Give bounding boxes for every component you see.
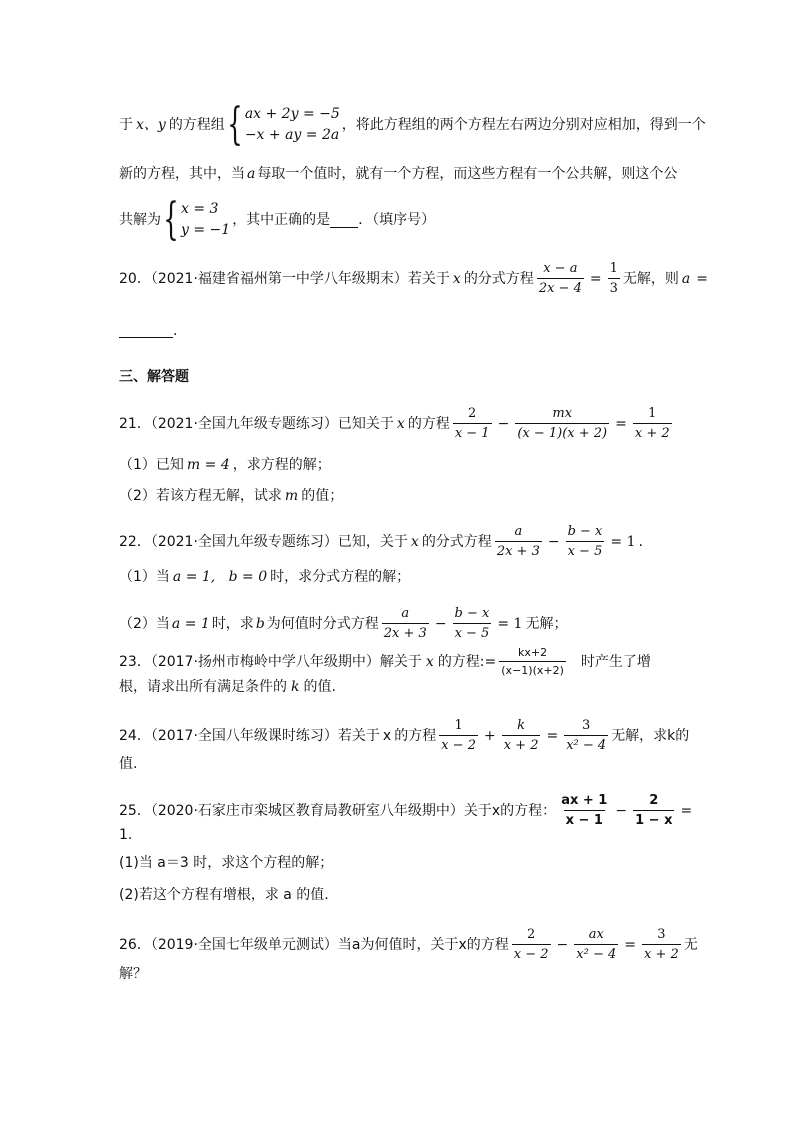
math-var: x (425, 653, 434, 670)
text: 的方程组 (168, 117, 225, 133)
q19-line3 (119, 194, 684, 245)
numerator: ax (588, 927, 604, 942)
text: 1. (119, 827, 133, 843)
question-text: 的方程:= (437, 653, 497, 670)
denominator: x − 1 (564, 810, 605, 827)
fraction (633, 407, 672, 440)
math-vars: x、y (136, 117, 166, 133)
q23-line1 (119, 647, 684, 676)
text: 于 (119, 117, 133, 133)
text: 新的方程，其中，当 (119, 166, 245, 182)
fraction (512, 928, 551, 961)
q24-line2 (119, 757, 684, 771)
fraction (574, 928, 618, 961)
numerator: 2 (468, 406, 477, 421)
question-text: 的方程 (394, 727, 437, 744)
q26-line1 (119, 927, 698, 962)
brace: { (163, 194, 179, 245)
equals: = 1 (497, 615, 523, 632)
numerator: 1 (609, 261, 618, 276)
numerator: a (401, 606, 410, 621)
text: ，其中正确的是 (232, 212, 331, 228)
question-text: 24．（2017·全国八年级课时练习）若关于 (119, 727, 380, 744)
question-text: 无解，求k的 (611, 727, 690, 744)
text: 的值. (303, 679, 336, 695)
denominator: (x−1)(x+2) (499, 661, 566, 676)
question-text: 25．（2020·石家庄市栾城区教育局教研室八年级期中）关于x的方程： (119, 802, 557, 819)
denominator: 2x + 3 (382, 623, 429, 640)
question-text: 无解，则 (622, 270, 679, 287)
equals: = (615, 415, 627, 432)
denominator: x − 5 (453, 623, 492, 640)
q21-part2 (119, 489, 684, 503)
brace: { (227, 99, 243, 150)
fraction (439, 719, 478, 752)
section-title (119, 370, 684, 384)
math-var: x (410, 533, 419, 550)
denominator: x + 2 (642, 944, 681, 961)
fraction (564, 719, 608, 752)
numerator: a (514, 524, 523, 539)
system-row-1: ax + 2y = −5 (244, 106, 340, 122)
text: 时，求 (211, 615, 254, 632)
denominator: x + 2 (502, 735, 541, 752)
minus: − (434, 615, 447, 632)
math-var: a (681, 270, 691, 287)
q25-line1 (119, 793, 693, 828)
equals: = (680, 802, 693, 819)
text: . (638, 533, 643, 550)
numerator: 2 (527, 927, 536, 942)
minus: − (615, 802, 628, 819)
solution-row-1: x = 3 (181, 201, 219, 217)
math-var: m (284, 488, 299, 504)
q21-line1 (119, 407, 684, 440)
math: m = 4 (186, 457, 230, 473)
numerator: 1 (454, 718, 463, 733)
q25-part1 (119, 856, 684, 870)
numerator: b − x (567, 524, 603, 539)
question-text: 的分式方程 (421, 533, 492, 550)
numerator: x − a (543, 261, 578, 276)
denominator: x² − 4 (564, 735, 608, 752)
answer-blank[interactable] (119, 323, 173, 338)
fraction (537, 262, 584, 295)
answer-blank[interactable] (330, 213, 358, 228)
math-var: x (396, 415, 405, 432)
q24-line1 (119, 718, 690, 753)
denominator: x + 2 (633, 423, 672, 440)
text-var: x (382, 727, 392, 744)
fraction (642, 928, 681, 961)
text: (2)若这个方程有增根，求 a 的值. (119, 887, 329, 903)
text: 无解； (525, 615, 568, 632)
minus: − (497, 415, 510, 432)
q20-line2 (119, 323, 684, 338)
math: a = 1 (171, 615, 210, 632)
fraction (608, 262, 620, 295)
equals: = (696, 270, 708, 287)
text: 值. (119, 756, 138, 772)
text: （2）若该方程无解，试求 (119, 488, 282, 504)
fraction (453, 407, 492, 440)
denominator: 2x − 4 (537, 278, 584, 295)
minus: − (556, 936, 569, 953)
question-text: 23．（2017·扬州市梅岭中学八年级期中）解关于 (119, 653, 422, 670)
equals: = (624, 936, 636, 953)
text: ，求方程的解； (232, 457, 331, 473)
text: 每取一个值时，就有一个方程，而这些方程有一个公共解，则这个公 (257, 166, 678, 182)
fraction (499, 647, 566, 676)
plus: + (483, 727, 496, 744)
question-text: 26．（2019·全国七年级单元测试）当a为何值时，关于x的方程 (119, 936, 509, 953)
equals: = (589, 270, 602, 287)
denominator: 2x + 3 (495, 541, 542, 558)
question-text: 的分式方程 (463, 270, 534, 287)
question-text: 时产生了增 (580, 653, 651, 670)
q22-part1 (119, 570, 684, 584)
text: （1）当 (119, 569, 170, 585)
denominator: 3 (608, 278, 620, 295)
q23-line2 (119, 680, 684, 694)
text: 的值； (301, 488, 344, 504)
q20-line1 (119, 261, 708, 296)
question-text: 21．（2021·全国九年级专题练习）已知关于 (119, 415, 394, 432)
denominator: x − 2 (512, 944, 551, 961)
fraction (515, 407, 609, 440)
q19-line2 (119, 167, 684, 181)
fraction (633, 794, 674, 827)
fraction (495, 525, 542, 558)
denominator: x − 2 (439, 735, 478, 752)
text: 共解为 (119, 212, 161, 228)
text: 时，求分式方程的解； (270, 569, 411, 585)
q22-part2 (119, 607, 684, 640)
fraction (453, 607, 492, 640)
text: (1)当 a＝3 时，求这个方程的解； (119, 855, 334, 871)
text: ，将此方程组的两个方程左右两边分别对应相加，得到一个 (341, 117, 706, 133)
fraction (382, 607, 429, 640)
numerator: kx+2 (518, 646, 548, 659)
denominator: x² − 4 (574, 944, 618, 961)
math: a = 1, b = 0 (172, 569, 268, 585)
system-row-2: −x + ay = 2a (244, 127, 340, 143)
numerator: k (517, 718, 526, 733)
minus: − (547, 533, 560, 550)
q25-line2 (119, 828, 684, 842)
text: 为何值时分式方程 (266, 615, 379, 632)
text: . (173, 322, 178, 339)
math-var: x (452, 270, 461, 287)
math-var: b (255, 615, 265, 632)
numerator: b − x (454, 606, 490, 621)
numerator: 3 (657, 927, 666, 942)
text: 解？ (119, 966, 147, 982)
numerator: 1 (648, 406, 657, 421)
fraction (559, 794, 609, 827)
denominator: (x − 1)(x + 2) (515, 423, 609, 440)
solution-row-2: y = −1 (181, 222, 231, 238)
q26-line2 (119, 967, 684, 981)
denominator: x − 1 (453, 423, 492, 440)
question-text: 20．（2021·福建省福州第一中学八年级期末）若关于 (119, 270, 450, 287)
question-text: 的方程 (407, 415, 450, 432)
numerator: 2 (649, 793, 659, 808)
fraction (502, 719, 541, 752)
q22-line1 (119, 525, 684, 558)
numerator: ax + 1 (561, 793, 608, 808)
question-text: 22．（2021·全国九年级专题练习）已知，关于 (119, 533, 408, 550)
denominator: x − 5 (566, 541, 605, 558)
q21-part1 (119, 458, 684, 472)
denominator: 1 − x (633, 810, 674, 827)
text: 根，请求出所有满足条件的 (119, 679, 287, 695)
equals: = 1 (610, 533, 636, 550)
text: （2）当 (119, 615, 170, 632)
section-heading: 三、解答题 (119, 369, 189, 385)
equals: = (546, 727, 559, 744)
q19-line1 (119, 99, 706, 150)
text: ．（填序号） (358, 212, 436, 228)
text: （1）已知 (119, 457, 184, 473)
math-var: a (247, 166, 256, 182)
solution-system (163, 194, 231, 245)
math-var: k (291, 679, 300, 695)
q25-part2 (119, 888, 684, 902)
question-text: 无 (683, 936, 698, 953)
numerator: 3 (582, 718, 591, 733)
numerator: mx (552, 406, 573, 421)
equation-system (227, 99, 340, 150)
fraction (566, 525, 605, 558)
